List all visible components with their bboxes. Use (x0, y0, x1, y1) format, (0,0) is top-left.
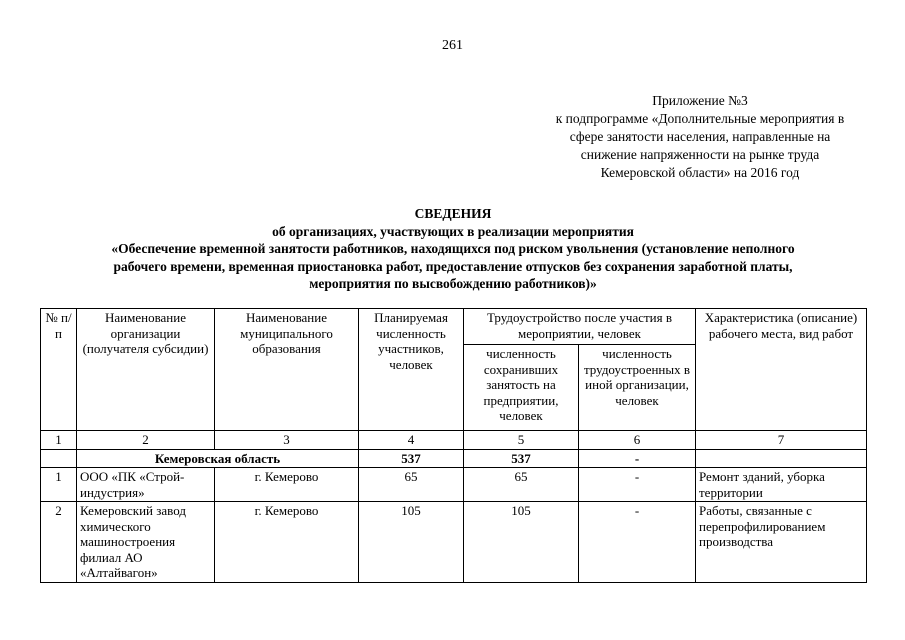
header-num: № п/п (41, 309, 77, 431)
row-municipality: г. Кемерово (215, 502, 359, 583)
table-row (41, 502, 867, 583)
col-number: 5 (464, 431, 579, 450)
region-name: Кемеровская область (77, 449, 359, 468)
title-line: «Обеспечение временной занятости работников, находящихся под риском увольнения (установление неполного (111, 241, 795, 256)
title-line: об организациях, участвующих в реализации мероприятия (272, 223, 634, 239)
document-title (40, 205, 866, 293)
organizations-table (40, 308, 867, 583)
row-municipality: г. Кемерово (215, 468, 359, 502)
row-planned: 105 (359, 502, 464, 583)
row-retained: 105 (464, 502, 579, 583)
col-number: 2 (77, 431, 215, 450)
appendix-line: сфере занятости населения, направленные на (569, 129, 831, 144)
row-retained: 65 (464, 468, 579, 502)
row-num: 1 (41, 468, 77, 502)
region-total-row (41, 449, 867, 468)
header-row (41, 309, 867, 345)
col-number: 1 (41, 431, 77, 450)
col-number: 6 (579, 431, 696, 450)
header-description: Характеристика (описание) рабочего места, вид работ (696, 309, 867, 431)
region-other: - (579, 449, 696, 468)
appendix-line: снижение напряженности на рынке труда (580, 147, 820, 162)
col-number: 7 (696, 431, 867, 450)
row-other: - (579, 468, 696, 502)
region-retained: 537 (464, 449, 579, 468)
page-number: 261 (442, 38, 463, 53)
column-numbers-row (41, 431, 867, 450)
col-number: 4 (359, 431, 464, 450)
title-line: мероприятия по высвобождению работников)» (309, 276, 597, 291)
header-employment: Трудоустройство после участия в мероприятии, человек (464, 309, 696, 345)
row-org: ООО «ПК «Строй-индустрия» (77, 468, 215, 502)
appendix-line: Приложение №3 (652, 93, 748, 108)
title-line: рабочего времени, временная приостановка работ, предоставление отпусков без сохранения заработной платы, (113, 258, 793, 274)
region-planned: 537 (359, 449, 464, 468)
appendix-line: к подпрограмме «Дополнительные мероприятия в (555, 111, 845, 126)
table-row (41, 468, 867, 502)
col-number: 3 (215, 431, 359, 450)
appendix-line: Кемеровской области» на 2016 год (600, 165, 800, 180)
row-other: - (579, 502, 696, 583)
row-planned: 65 (359, 468, 464, 502)
header-retained: численность сохранивших занятость на предприятии, человек (464, 345, 579, 431)
header-planned: Планируемая численность участников, человек (359, 309, 464, 431)
row-description: Ремонт зданий, уборка территории (696, 468, 867, 502)
appendix-note (520, 92, 880, 182)
header-org: Наименование организации (получателя субсидии) (77, 309, 215, 431)
row-description: Работы, связанные с перепрофилированием производства (696, 502, 867, 583)
title-line: СВЕДЕНИЯ (414, 206, 492, 221)
row-org: Кемеровский завод химического машиностроения филиал АО «Алтайвагон» (77, 502, 215, 583)
header-other: численность трудоустроенных в иной организации, человек (579, 345, 696, 431)
row-num: 2 (41, 502, 77, 583)
header-municipality: Наименование муниципального образования (215, 309, 359, 431)
